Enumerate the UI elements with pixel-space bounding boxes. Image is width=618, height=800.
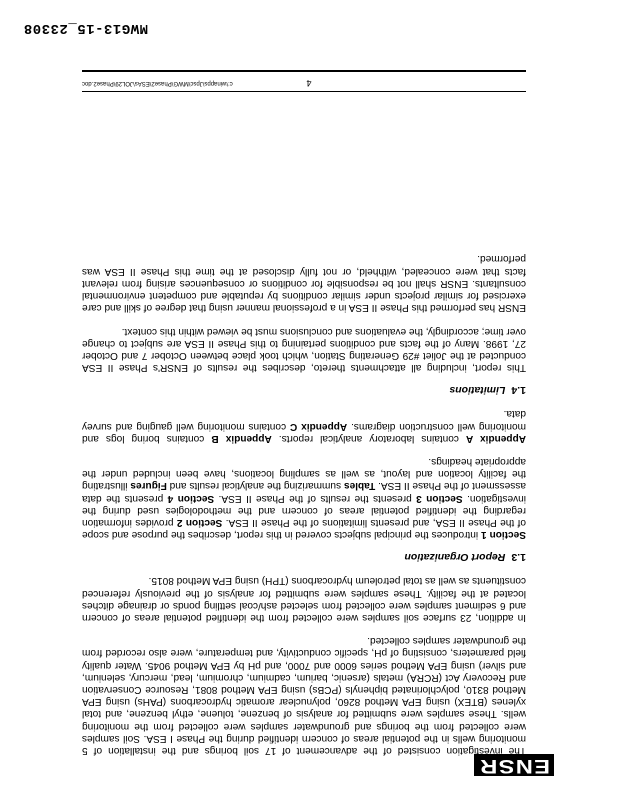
file-path: c:\winapps\Jpsc\MWG\Phase2\ESAs\JOL29\Phase2.doc [82,80,233,86]
footer-rule-thick [82,70,526,72]
ref-figures: Figures [130,480,167,492]
heading-number: 1.3 [511,551,526,564]
heading-text: Limitations [449,384,506,397]
ensr-logo: ENSR [474,754,554,776]
paragraph-report-scope: This report, including all attachments thereto, describes the results of ENSR's Phase II ESA conducted at the Joliet #29 Generating Station, which took place between October 7 and October 27, 1998. Many of the facts and conditions pertaining to this Phase II ESA are subject to change over time; accordingly, the evaluations and conclusions must be viewed within this context. [82,325,526,374]
ref-section-4: Section 4 [167,492,215,504]
ref-section-1: Section 1 [481,529,526,541]
ref-section-2: Section 2 [176,516,223,528]
paragraph-surface-soil: In addition, 23 surface soil samples were collected from the identified potential areas of concern and 6 sediment samples were collected from selected ash/coal settling ponds or drainage ditches located at the facility. These samples were submitted for analysis of the previously referenced constituents as well as total petroleum hydrocarbons (TPH) using EPA Method 8015. [82,575,526,623]
paragraph-appendices: Appendix A contains laboratory analytical reports. Appendix B contains boring logs and monitoring well construction diagrams. Appendix C contains monitoring well gauging and survey data. [81,408,526,444]
ref-appendix-a: Appendix A [466,432,526,444]
ref-appendix-b: Appendix B [211,432,272,444]
ref-section-3: Section 3 [416,492,463,504]
footer-rule [82,91,526,92]
heading-number: 1.4 [511,384,526,397]
ref-appendix-c: Appendix C [289,420,348,432]
paragraph-professional-manner: ENSR has performed this Phase II ESA in a professional manner using that degree of skill and care exercised for similar projects under similar conditions by reputable and competent environmental consultants. ENSR shall not be responsible for conditions or consequences arising from relevant facts that were concealed, withheld, or not fully disclosed at the time this Phase II ESA was performed. [82,253,526,314]
paragraph-sections: Section 1 introduces the principal subjects covered in this report, describes the purpose and scope of the Phase II ESA, and presents limitations of the Phase II ESA. Section 2 provides information regarding the identified potential areas of concern and the methodologies used during the investigation. Section 3 presents the results of the Phase II ESA. Section 4 presents the data assessment of the Phase II ESA. Tables summarizing the analytical results and Figures illustrating the facility location and layout, as well as sampling locations, have been included under the appropriate headings. [82,455,526,541]
bates-stamp: MWG13-15_23308 [23,20,148,36]
document-body [82,241,526,770]
heading-text: Report Organization [404,551,506,564]
heading-limitations [82,384,526,396]
paragraph-investigation: The investigation consisted of the advancement of 17 soil borings and the installation of 5 monitoring wells in the potential areas of concern identified during the Phase I ESA. Soil samples were collected from the borings and groundwater samples were collected from the monitoring wells. These samples were submitted for analysis of benzene, toluene, ethyl benzene, and total xylenes (BTEX) using EPA Method 8260, polynuclear aromatic hydrocarbons (PAHs) using EPA Method 8310, polychlorinated biphenyls (PCBs) using EPA Method 8081, Resource Conservation and Recovery Act (RCRA) metals (arsenic, barium, cadmium, chromium, lead, mercury, selenium, and silver) using EPA Method series 6000 and 7000, and pH by EPA Method 9045. Water quality field parameters, consisting of pH, specific conductivity, and temperature, were also recorded from the groundwater samples collected. [82,635,526,756]
ref-tables: Tables [343,480,376,492]
heading-report-organization [82,551,526,563]
page-number: 4 [306,78,312,88]
